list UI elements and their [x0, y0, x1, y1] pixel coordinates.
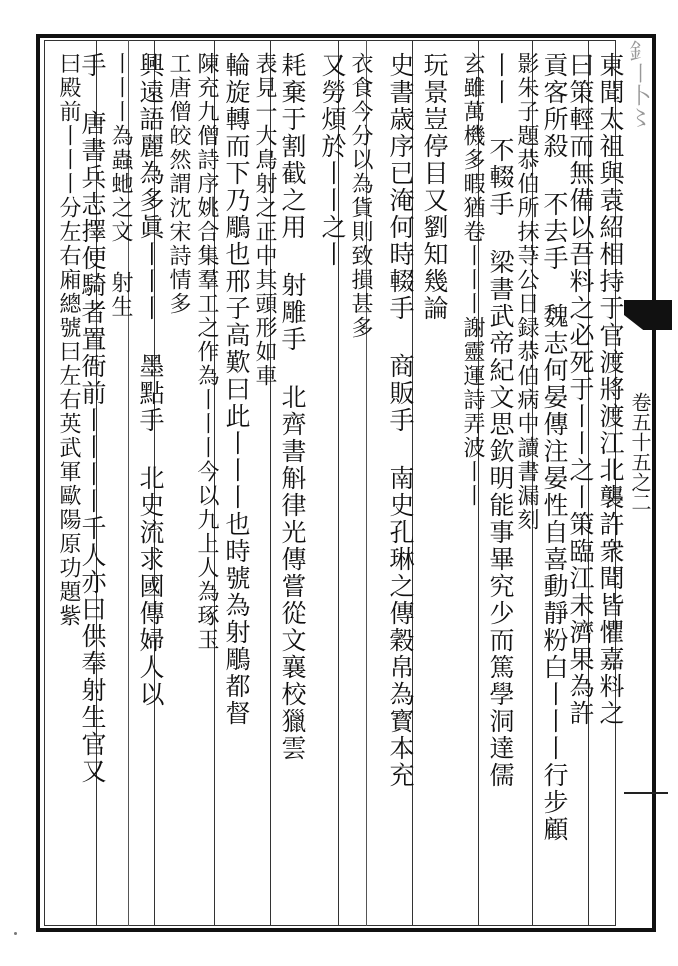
text-column-11: 耗棄于割截之用 射雕手 北齊書斛律光傳嘗從文襄校獵雲	[278, 52, 307, 762]
text-column-16: 興遠語麗為多眞丨丨丨 墨點手 北史流求國傳婦人以	[136, 52, 165, 708]
text-column-1: 東聞太祖與袁紹相持于官渡將渡江北襲許衆聞皆懼嘉料之	[596, 52, 625, 727]
margin-speck	[14, 932, 17, 935]
text-column-13: 輪旋轉而下乃鵰也邢子高歎曰此丨丨丨也時號為射鵰都督	[222, 52, 251, 727]
text-column-4: 影朱子題恭伯所抹䒭公日録恭伯病中讀書漏刻	[514, 52, 539, 532]
text-column-3: 貢客所殺 不去手 魏志何晏傳注晏性自喜動靜粉白丨丨丨行步顧	[540, 52, 569, 843]
text-column-6: 玄雖萬機多暇猶卷丨丨丨謝靈運詩弄波丨丨	[460, 52, 485, 508]
text-column-8: 史書歳序已淹何時輟手 商販手 南史孔琳之傳穀帛為寳本充	[386, 52, 415, 789]
text-column-7: 玩景豈停目又劉知幾論	[420, 52, 449, 322]
text-column-9: 衣食今分以為貨則致損甚多	[348, 52, 373, 340]
text-column-19: 曰殿前丨丨丨分左右廂總號曰左右英武軍歐陽原功題紫	[56, 52, 81, 628]
text-column-14: 陳充九僧詩序姚合集羣工之作為丨丨丨今以九上人為琢玉	[194, 52, 219, 652]
edge-fragment: 釒〡卜〻	[626, 40, 651, 128]
volume-label: 卷五十五之二	[628, 392, 652, 512]
text-column-5: 丨丨 不輟手 梁書武帝紀文思欽明能事畢究少而篤學洞達儒	[486, 52, 515, 789]
text-column-12: 表見一大鳥射之正中其頭形如車	[252, 52, 277, 388]
text-column-10: 又勞煩於丨丨之丨	[318, 52, 347, 268]
text-column-17: 丨丨丨為蟲虵之文 射生	[108, 52, 133, 319]
text-column-2: 曰策輕而無備以吾料之必死于丨丨之丨策臨江未濟果為許	[566, 52, 595, 727]
fold-line	[624, 792, 668, 794]
text-column-15: 工唐僧皎然謂沈宋詩情多	[166, 52, 191, 316]
text-column-18: 手 唐書兵志擇便騎者置衙前丨丨丨丨千人亦曰供奉射生官又	[78, 52, 107, 785]
